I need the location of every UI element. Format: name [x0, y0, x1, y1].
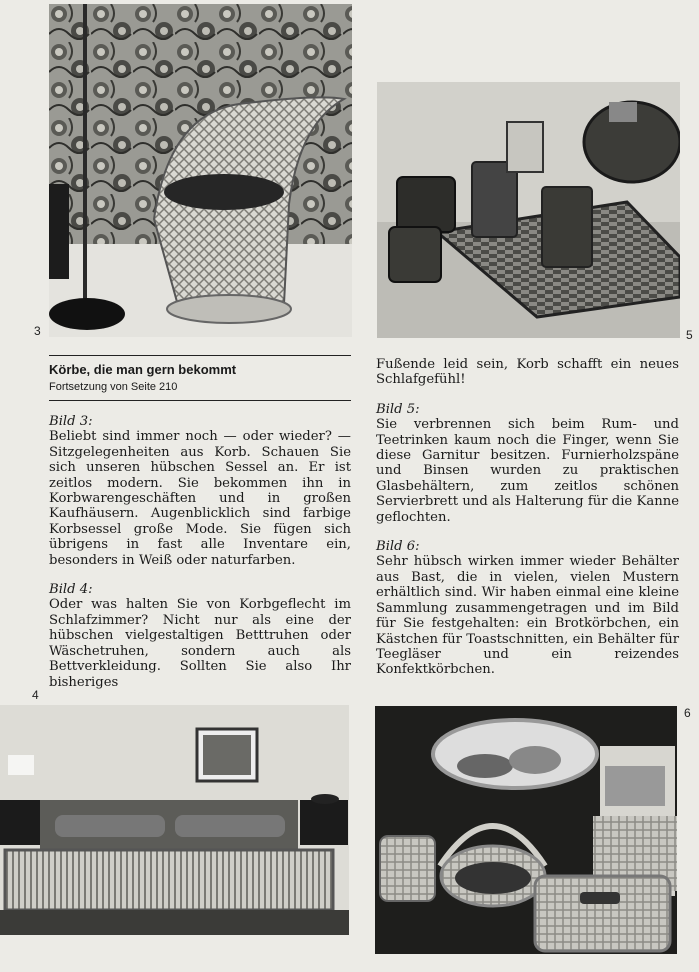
figure-number-3: 3 [34, 324, 41, 338]
bild6-caption: Bild 6: [376, 539, 420, 555]
figure-number-6: 6 [684, 706, 691, 720]
bild5-block [376, 402, 679, 525]
figure-number-4: 4 [32, 688, 39, 702]
bild6-text: Sehr hübsch wirken immer wieder Behälter aus Bast, die in vielen, vielen Mustern erhältlich sind. Wir haben einmal eine kleine Sammlung zusammengetragen und im Bild für Sie festgehalten: ein Brotkörbchen, ein Kästchen für Toastschnitten, ein Behälter für Teegläser und ein reizendes Konfektkörbchen. [376, 554, 679, 678]
header-rule-top [49, 355, 351, 356]
bild4-caption: Bild 4: [49, 582, 93, 598]
bild3-block [49, 414, 351, 568]
bild5-caption: Bild 5: [376, 401, 420, 417]
bild5-text: Sie verbrennen sich beim Rum- und Teetrinken kaum noch die Finger, wenn Sie diese Garnitur besitzen. Furnierholzspäne und Binsen wurden zu praktischen Glasbehältern, zum zeitlos schönen Servierbrett und als Halterung für die Kanne geflochten. [376, 417, 679, 525]
continuation-block [376, 357, 679, 388]
article-title: Körbe, die man gern bekommt [49, 362, 237, 377]
photo-wicker-bed [0, 705, 349, 935]
bild3-caption: Bild 3: [49, 414, 93, 429]
left-column [49, 414, 351, 704]
bild6-block [376, 539, 679, 678]
bild4-block [49, 582, 351, 690]
figure-number-5: 5 [686, 328, 693, 342]
right-column [376, 357, 679, 692]
continuation-text: Fußende leid sein, Korb schafft ein neues Schlafgefühl! [376, 357, 679, 388]
photo-raffia-baskets [375, 706, 677, 954]
article-subtitle: Fortsetzung von Seite 210 [49, 381, 178, 393]
header-rule-bottom [49, 400, 351, 401]
photo-wicker-chair [49, 4, 352, 337]
bild4-text: Oder was halten Sie von Korbgeflecht im Schlafzimmer? Nicht nur als eine der hübschen vielgestaltigen Betttruhen oder Wäschetruhen, sondern auch als Bettverkleidung. Sollten Sie also Ihr bisheriges [49, 597, 351, 690]
bild3-text: Beliebt sind immer noch — oder wieder? — Sitzgelegenheiten aus Korb. Schauen Sie sich unseren hübschen Sessel an. Er ist zeitlos modern. Sie bekommen ihn in Korbwarengeschäften und in großen Kaufhäusern. Augenblicklich sind farbige Korbsessel große Mode. Sie fügen sich übrigens in fast alle Inventare ein, besonders in Weiß oder naturfarben. [49, 429, 351, 568]
photo-tea-set [377, 82, 680, 338]
